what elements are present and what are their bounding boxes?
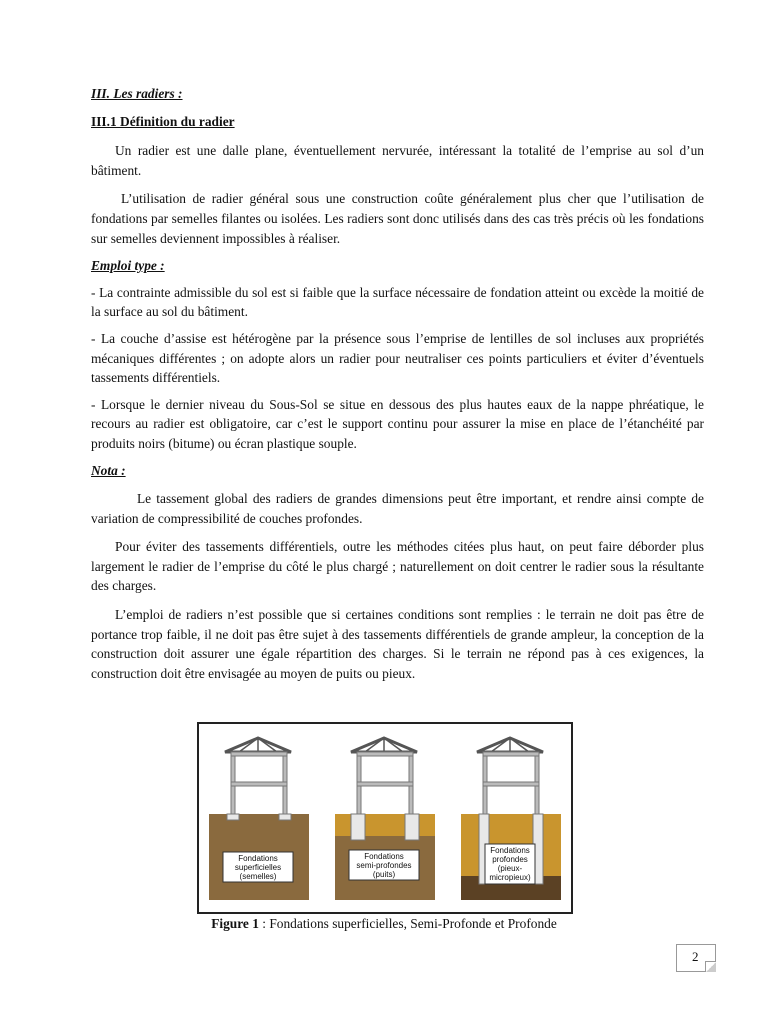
definition-paragraph-2: L’utilisation de radier général sous une construction coûte généralement plus cher que l’utilisation de fondations par semelles filantes ou isolées. Les radiers sont donc utilisés dans des cas très précis où les fondations sur semelles deviennent impossibles à réaliser.: [91, 191, 704, 246]
panel-label-line: Fondations: [490, 846, 530, 855]
emploi-item-1: - La contrainte admissible du sol est si faible que la surface nécessaire de fondation atteint ou excède la moitié de la surface au sol du bâtiment.: [91, 284, 704, 320]
definition-paragraph-1: Un radier est une dalle plane, éventuellement nervurée, intéressant la totalité de l’emprise au sol d’un bâtiment.: [91, 143, 704, 178]
foundations-figure: [197, 722, 573, 914]
section-title: III. Les radiers :: [91, 86, 183, 101]
page-fold-icon: [705, 961, 716, 972]
caption-text: : Fondations superficielles, Semi-Profonde et Profonde: [258, 916, 557, 931]
nota-title: Nota :: [91, 462, 126, 478]
emploi-item-2: - La couche d’assise est hétérogène par la présence sous l’emprise de lentilles de sol incluses aux propriétés mécaniques différentes ; on adopte alors un radier pour neutraliser ces points particuliers et éviter d’éventuels tassements différentiels.: [91, 330, 704, 386]
page-number: 2: [692, 949, 699, 964]
nota-paragraph-1: Le tassement global des radiers de grandes dimensions peut être important, et rendre ainsi compte de variation de compressibilité de couches profondes.: [91, 491, 704, 526]
page-number-box: [676, 944, 716, 972]
panel-label-line: semi-profondes: [356, 861, 412, 870]
nota-paragraph-3: L’emploi de radiers n’est possible que si certaines conditions sont remplies : le terrain ne doit pas être de portance trop faible, il ne doit pas être sujet à des tassements différentiels de grande ampleur, la conception de la construction doit assurer une égale répartition des charges. Si le terrain ne répond pas à ces exigences, la construction doit être envisagée au moyen de puits ou pieux.: [91, 607, 704, 681]
figure-caption: [0, 916, 768, 932]
soil-layer-top: [335, 814, 435, 836]
nota-paragraph-2: Pour éviter des tassements différentiels, outre les méthodes citées plus haut, on peut faire déborder plus largement le radier de l’emprise du côté le plus chargé ; naturellement on doit centrer le radier sous la résultante des charges.: [91, 539, 704, 594]
panel-label-line: (semelles): [239, 872, 277, 881]
panel-label-line: micropieux): [489, 873, 531, 882]
document-body: [91, 84, 704, 683]
pier: [405, 814, 419, 840]
subsection-title: III.1 Définition du radier: [91, 113, 235, 129]
panel-label-line: (pieux-: [497, 864, 523, 873]
panel-superficielles: [209, 738, 309, 900]
caption-label: Figure 1: [211, 916, 259, 931]
panel-label-line: Fondations: [364, 852, 404, 861]
panel-label-line: (puits): [372, 870, 396, 879]
pier: [351, 814, 365, 840]
panel-semi-profondes: [335, 738, 435, 900]
foundations-illustration: [199, 724, 571, 912]
panel-label-line: profondes: [492, 855, 528, 864]
emploi-title: Emploi type :: [91, 258, 165, 274]
panel-label-line: superficielles: [234, 863, 282, 872]
emploi-item-3: - Lorsque le dernier niveau du Sous-Sol se situe en dessous des plus hautes eaux de la nappe phréatique, le recours au radier est obligatoire, car c’est le support continu pour assurer la mise en place de l’étanchéité par produits noirs (bitume) ou écran plastique souple.: [91, 396, 704, 451]
panel-label-line: Fondations: [238, 854, 278, 863]
panel-profondes: [461, 738, 561, 900]
